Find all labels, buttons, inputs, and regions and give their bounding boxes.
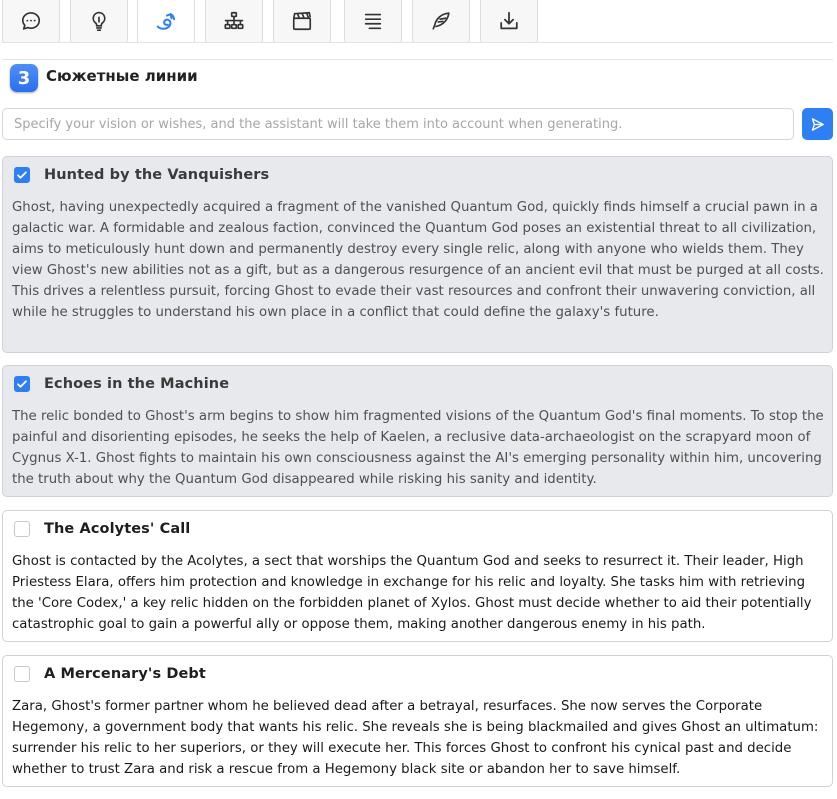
- tab-structure[interactable]: [205, 0, 263, 43]
- storyline-description: Ghost, having unexpectedly acquired a fragment of the vanished Quantum God, quickly finds himself a crucial pawn in a galactic war. A formidable and zealous faction, convinced the Quantum God poses an existential threat to all civilization, aims to meticulously hunt down and permanently destroy every single relic, along with anyone who wields them. They view Ghost's new abilities not as a gift, but as a dangerous resurgence of an ancient evil that must be purged at all costs. This drives a relentless pursuit, forcing Ghost to evade their vast resources and confront their unwavering conviction, all while he struggles to understand his own place in a conflict that could define the galaxy's future.: [12, 200, 824, 320]
- lightbulb-icon: [88, 10, 110, 32]
- storyline-title: A Mercenary's Debt: [44, 666, 206, 682]
- tab-bar-border: [2, 42, 833, 43]
- checkmark-icon: [16, 378, 28, 390]
- tab-bar: [0, 0, 837, 43]
- plot-arrow-icon: [155, 11, 177, 33]
- clapperboard-icon: [291, 10, 313, 32]
- tab-text[interactable]: [344, 0, 402, 43]
- tab-export[interactable]: [480, 0, 538, 43]
- storyline-card[interactable]: [2, 365, 833, 497]
- send-icon: [810, 117, 825, 132]
- text-lines-icon: [362, 10, 384, 32]
- storyline-description: Ghost is contacted by the Acolytes, a sect that worships the Quantum God and seeks to resurrect it. Their leader, High Priestess Elara, offers him protection and knowledge in exchange for his relic and loyalty. She tasks him with retrieving the 'Core Codex,' a key relic hidden on the forbidden planet of Xylos. Ghost must decide whether to aid their potentially catastrophic goal to gain a powerful ally or oppose them, making another dangerous enemy in his path.: [12, 554, 812, 632]
- tab-chat[interactable]: [2, 0, 60, 43]
- feather-icon: [430, 10, 452, 32]
- send-button[interactable]: [802, 108, 833, 140]
- tab-idea[interactable]: [70, 0, 128, 43]
- tab-plot[interactable]: [137, 0, 195, 44]
- wish-input[interactable]: [2, 108, 794, 140]
- tab-scenes[interactable]: [273, 0, 331, 43]
- step-badge: 3: [10, 64, 38, 92]
- storyline-description: The relic bonded to Ghost's arm begins to show him fragmented visions of the Quantum God's final moments. To stop the painful and disorienting episodes, he seeks the help of Kaelen, a reclusive data-archaeologist on the scrapyard moon of Cygnus X-1. Ghost fights to maintain his own consciousness against the AI's emerging personality within him, uncovering the truth about why the Quantum God disappeared while risking his sanity and identity.: [12, 409, 824, 487]
- tab-write[interactable]: [412, 0, 470, 43]
- chat-bubble-icon: [20, 10, 42, 32]
- storyline-card[interactable]: [2, 510, 833, 642]
- storyline-checkbox[interactable]: [14, 666, 30, 682]
- storyline-description: Zara, Ghost's former partner whom he believed dead after a betrayal, resurfaces. She now serves the Corporate Hegemony, a government body that wants his relic. She reveals she is being blackmailed and gives Ghost an ultimatum: surrender his relic to her superiors, or they will execute her. This forces Ghost to confront his cynical past and decide whether to trust Zara and risk a rescue from a Hegemony black site or abandon her to save himself.: [12, 699, 819, 777]
- storyline-title: The Acolytes' Call: [44, 521, 191, 537]
- hierarchy-icon: [223, 10, 245, 32]
- checkmark-icon: [16, 169, 28, 181]
- download-icon: [498, 10, 520, 32]
- storyline-checkbox[interactable]: [14, 376, 30, 392]
- page-title: Сюжетные линии: [46, 67, 198, 85]
- storyline-checkbox[interactable]: [14, 167, 30, 183]
- storyline-card[interactable]: [2, 655, 833, 787]
- header-divider: [2, 59, 833, 60]
- storyline-title: Echoes in the Machine: [44, 376, 230, 392]
- storyline-card[interactable]: [2, 156, 833, 353]
- storyline-title: Hunted by the Vanquishers: [44, 167, 270, 183]
- storyline-checkbox[interactable]: [14, 521, 30, 537]
